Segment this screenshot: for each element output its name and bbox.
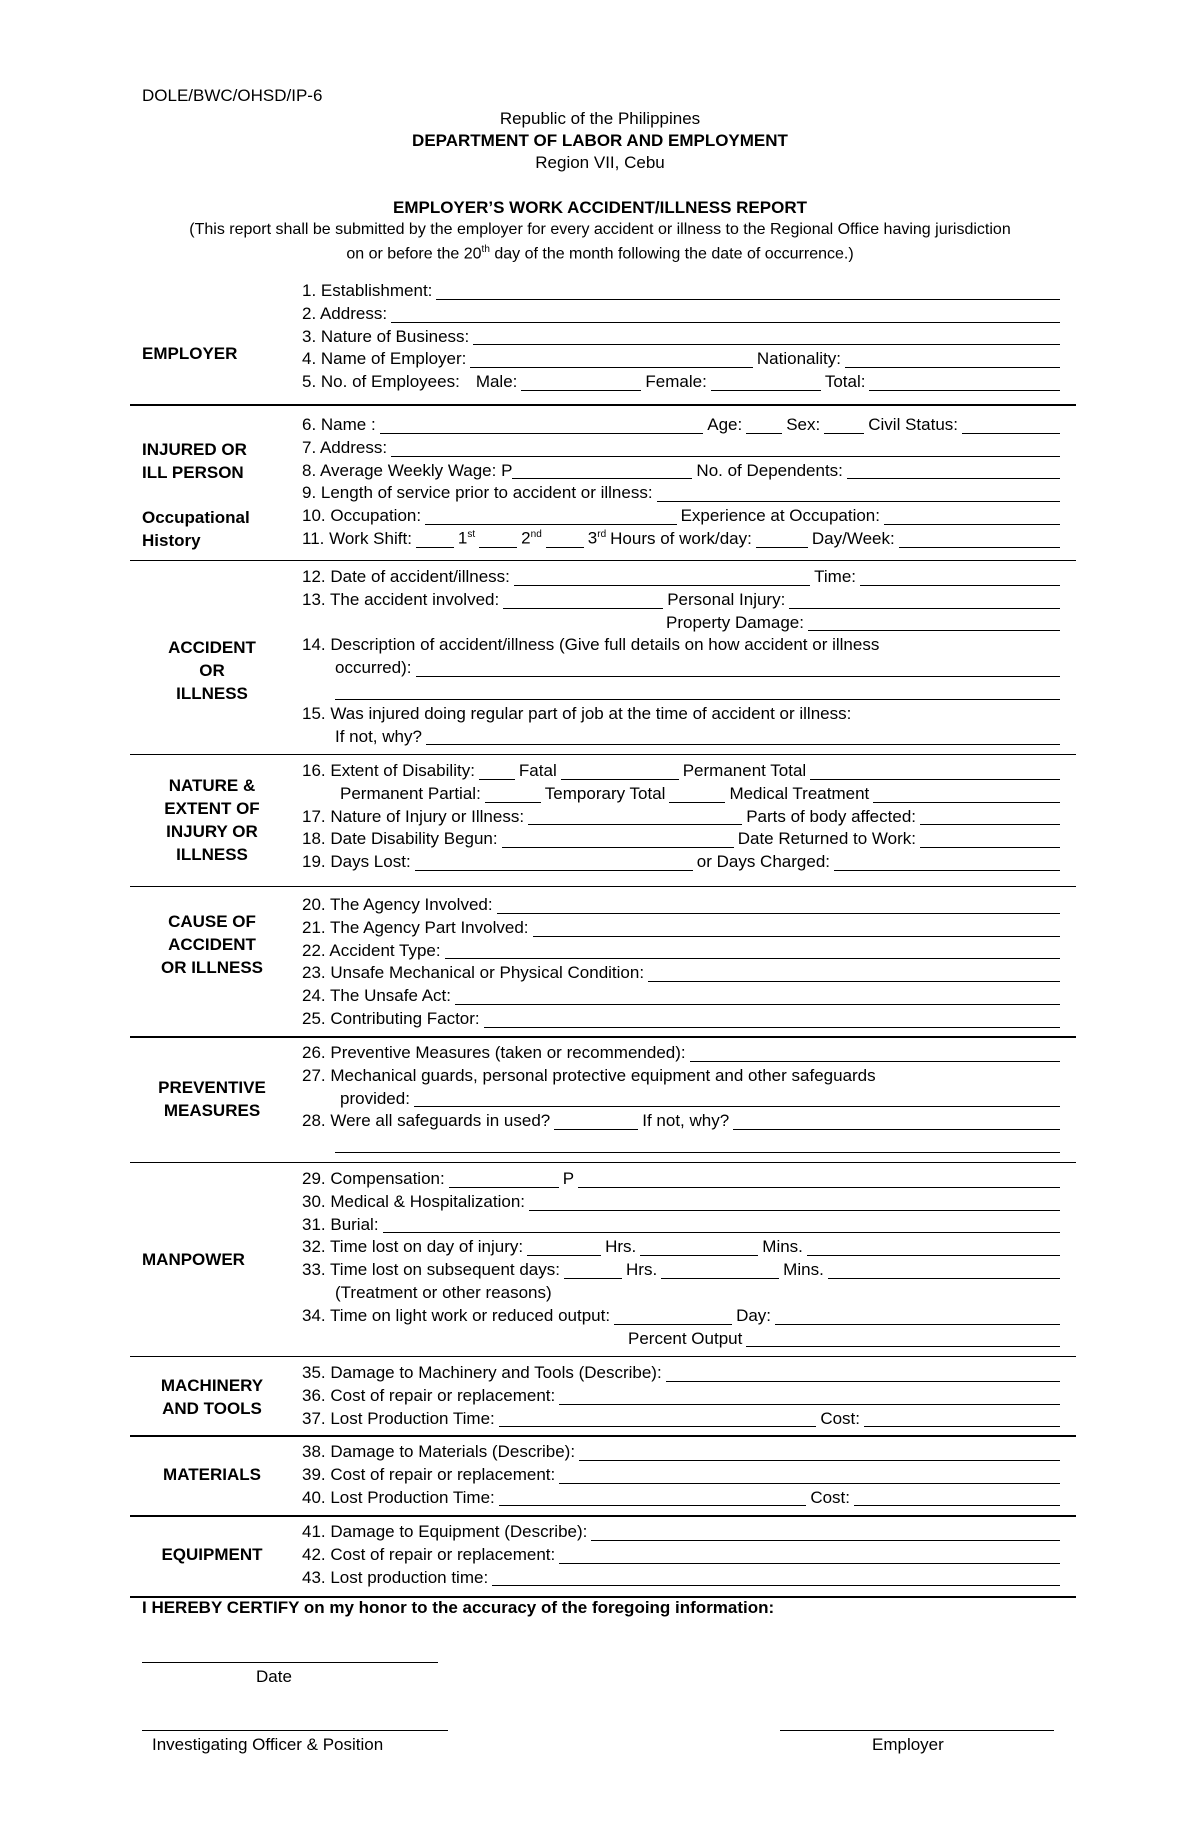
field-materials-lost-time[interactable]: 40. Lost Production Time: Cost: bbox=[302, 1487, 1064, 1510]
field-unsafe-condition[interactable]: 23. Unsafe Mechanical or Physical Condition: bbox=[302, 962, 1064, 985]
employer-label: Employer bbox=[872, 1735, 944, 1754]
field-machinery-cost-repair[interactable]: 36. Cost of repair or replacement: bbox=[302, 1385, 1064, 1408]
field-damage-equipment[interactable]: 41. Damage to Equipment (Describe): bbox=[302, 1521, 1064, 1544]
section-label-occupational-history: Occupational History bbox=[142, 508, 250, 550]
machinery-fields bbox=[302, 1362, 1064, 1430]
field-establishment[interactable]: 1. Establishment: bbox=[302, 280, 1064, 303]
nature-fields bbox=[302, 760, 1064, 874]
field-agency-part[interactable]: 21. The Agency Part Involved: bbox=[302, 917, 1064, 940]
field-if-not-why[interactable]: If not, why? bbox=[302, 726, 1064, 749]
field-materials-cost-repair[interactable]: 39. Cost of repair or replacement: bbox=[302, 1464, 1064, 1487]
section-divider bbox=[130, 1435, 1076, 1437]
field-employer-name[interactable]: 4. Name of Employer: Nationality: bbox=[302, 348, 1064, 371]
section-divider bbox=[130, 560, 1076, 561]
section-label-employer: EMPLOYER bbox=[142, 344, 238, 363]
field-equipment-lost-time[interactable]: 43. Lost production time: bbox=[302, 1567, 1064, 1590]
accident-fields bbox=[302, 566, 1064, 748]
field-occupation[interactable]: 10. Occupation: Experience at Occupation: bbox=[302, 505, 1064, 528]
officer-label: Investigating Officer & Position bbox=[152, 1735, 384, 1754]
section-divider bbox=[130, 1515, 1076, 1517]
field-equipment-cost-repair[interactable]: 42. Cost of repair or replacement: bbox=[302, 1544, 1064, 1567]
field-contributing-factor[interactable]: 25. Contributing Factor: bbox=[302, 1008, 1064, 1031]
section-label-equipment: EQUIPMENT bbox=[161, 1545, 263, 1564]
date-signature-line[interactable] bbox=[142, 1662, 438, 1663]
field-nature-of-injury[interactable]: 17. Nature of Injury or Illness: Parts of body affected: bbox=[302, 806, 1064, 829]
field-light-work[interactable]: 34. Time on light work or reduced output: Day: bbox=[302, 1305, 1064, 1328]
officer-signature-line[interactable] bbox=[142, 1730, 448, 1731]
section-divider bbox=[130, 1162, 1076, 1163]
section-label-injured: INJURED OR ILL PERSON bbox=[142, 440, 247, 482]
republic-line: Republic of the Philippines bbox=[499, 109, 701, 128]
field-time-lost-day-of-injury[interactable]: 32. Time lost on day of injury: Hrs. Mins. bbox=[302, 1236, 1064, 1259]
section-label-nature: NATURE & EXTENT OF INJURY OR ILLNESS bbox=[164, 776, 260, 864]
field-date-disability-begun[interactable]: 18. Date Disability Begun: Date Returned to Work: bbox=[302, 828, 1064, 851]
field-name-age-sex[interactable]: 6. Name : Age: Sex: Civil Status: bbox=[302, 414, 1064, 437]
section-label-materials: MATERIALS bbox=[163, 1465, 261, 1484]
manpower-fields bbox=[302, 1168, 1064, 1350]
field-extent-of-disability[interactable]: 16. Extent of Disability: Fatal Permanent Total bbox=[302, 760, 1064, 783]
section-divider bbox=[130, 1356, 1076, 1357]
field-nature-of-business[interactable]: 3. Nature of Business: bbox=[302, 326, 1064, 349]
equipment-fields bbox=[302, 1521, 1064, 1589]
field-date-of-accident[interactable]: 12. Date of accident/illness: Time: bbox=[302, 566, 1064, 589]
field-injured-address[interactable]: 7. Address: bbox=[302, 437, 1064, 460]
section-label-accident: ACCIDENT OR ILLNESS bbox=[168, 638, 256, 703]
section-divider bbox=[130, 404, 1076, 406]
field-safeguards-used[interactable]: 28. Were all safeguards in used? If not, why? bbox=[302, 1110, 1064, 1133]
field-regular-job-question: 15. Was injured doing regular part of job at the time of accident or illness: bbox=[302, 703, 852, 723]
field-description-occurred[interactable]: occurred): bbox=[302, 657, 1064, 680]
field-weekly-wage[interactable]: 8. Average Weekly Wage: P No. of Dependents: bbox=[302, 460, 1064, 483]
date-label: Date bbox=[256, 1667, 292, 1686]
submission-note-line1: (This report shall be submitted by the employer for every accident or illness to the Regional Office having jurisdiction bbox=[189, 221, 1011, 238]
field-length-of-service[interactable]: 9. Length of service prior to accident or illness: bbox=[302, 482, 1064, 505]
field-unsafe-act[interactable]: 24. The Unsafe Act: bbox=[302, 985, 1064, 1008]
field-agency-involved[interactable]: 20. The Agency Involved: bbox=[302, 894, 1064, 917]
field-treatment-reasons: (Treatment or other reasons) bbox=[335, 1282, 552, 1302]
section-label-machinery: MACHINERY AND TOOLS bbox=[160, 1376, 264, 1418]
section-label-manpower: MANPOWER bbox=[142, 1250, 245, 1269]
certification-statement: I HEREBY CERTIFY on my honor to the accuracy of the foregoing information: bbox=[142, 1598, 775, 1617]
department-name: DEPARTMENT OF LABOR AND EMPLOYMENT bbox=[412, 131, 788, 150]
field-description-heading: 14. Description of accident/illness (Give full details on how accident or illness bbox=[302, 635, 880, 655]
field-accident-type[interactable]: 22. Accident Type: bbox=[302, 940, 1064, 963]
field-address[interactable]: 2. Address: bbox=[302, 303, 1064, 326]
report-title: EMPLOYER’S WORK ACCIDENT/ILLNESS REPORT bbox=[392, 198, 807, 217]
field-medical-hospitalization[interactable]: 30. Medical & Hospitalization: bbox=[302, 1191, 1064, 1214]
field-damage-machinery[interactable]: 35. Damage to Machinery and Tools (Describe): bbox=[302, 1362, 1064, 1385]
field-machinery-lost-time[interactable]: 37. Lost Production Time: Cost: bbox=[302, 1408, 1064, 1431]
field-burial[interactable]: 31. Burial: bbox=[302, 1214, 1064, 1237]
cause-fields bbox=[302, 894, 1064, 1031]
section-label-preventive: PREVENTIVE MEASURES bbox=[158, 1078, 266, 1120]
field-compensation[interactable]: 29. Compensation: P bbox=[302, 1168, 1064, 1191]
field-no-of-employees[interactable]: 5. No. of Employees: Male: Female: Total: bbox=[302, 371, 1064, 394]
region-line: Region VII, Cebu bbox=[535, 153, 665, 172]
field-damage-materials[interactable]: 38. Damage to Materials (Describe): bbox=[302, 1441, 1064, 1464]
section-divider bbox=[130, 754, 1076, 755]
field-accident-involved[interactable]: 13. The accident involved: Personal Injury: bbox=[302, 589, 1064, 612]
field-time-lost-subsequent[interactable]: 33. Time lost on subsequent days: Hrs. Mins. bbox=[302, 1259, 1064, 1282]
field-preventive-measures[interactable]: 26. Preventive Measures (taken or recommended): bbox=[302, 1042, 1064, 1065]
field-work-shift[interactable]: 11. Work Shift: 1st 2nd 3rd Hours of work/day: Day/Week: bbox=[302, 528, 1064, 551]
submission-note-line2: on or before the 20th day of the month following the date of occurrence.) bbox=[346, 244, 854, 263]
field-percent-output[interactable]: Percent Output bbox=[302, 1328, 1064, 1351]
field-days-lost[interactable]: 19. Days Lost: or Days Charged: bbox=[302, 851, 1064, 874]
field-safeguards-continued[interactable] bbox=[302, 1133, 1064, 1156]
injured-fields bbox=[302, 414, 1064, 551]
field-description-continued[interactable] bbox=[302, 680, 1064, 703]
section-divider bbox=[130, 886, 1076, 887]
section-divider bbox=[130, 1036, 1076, 1038]
materials-fields bbox=[302, 1441, 1064, 1509]
field-mechanical-guards-heading: 27. Mechanical guards, personal protective equipment and other safeguards bbox=[302, 1065, 876, 1085]
document-code: DOLE/BWC/OHSD/IP-6 bbox=[142, 86, 323, 105]
section-label-cause: CAUSE OF ACCIDENT OR ILLNESS bbox=[160, 912, 263, 977]
field-property-damage[interactable]: Property Damage: bbox=[302, 612, 1064, 635]
employer-signature-line[interactable] bbox=[780, 1730, 1054, 1731]
field-safeguards-provided[interactable]: provided: bbox=[302, 1088, 1064, 1111]
employer-fields bbox=[302, 280, 1064, 394]
field-permanent-partial[interactable]: Permanent Partial: Temporary Total Medical Treatment bbox=[302, 783, 1064, 806]
preventive-fields bbox=[302, 1042, 1064, 1156]
